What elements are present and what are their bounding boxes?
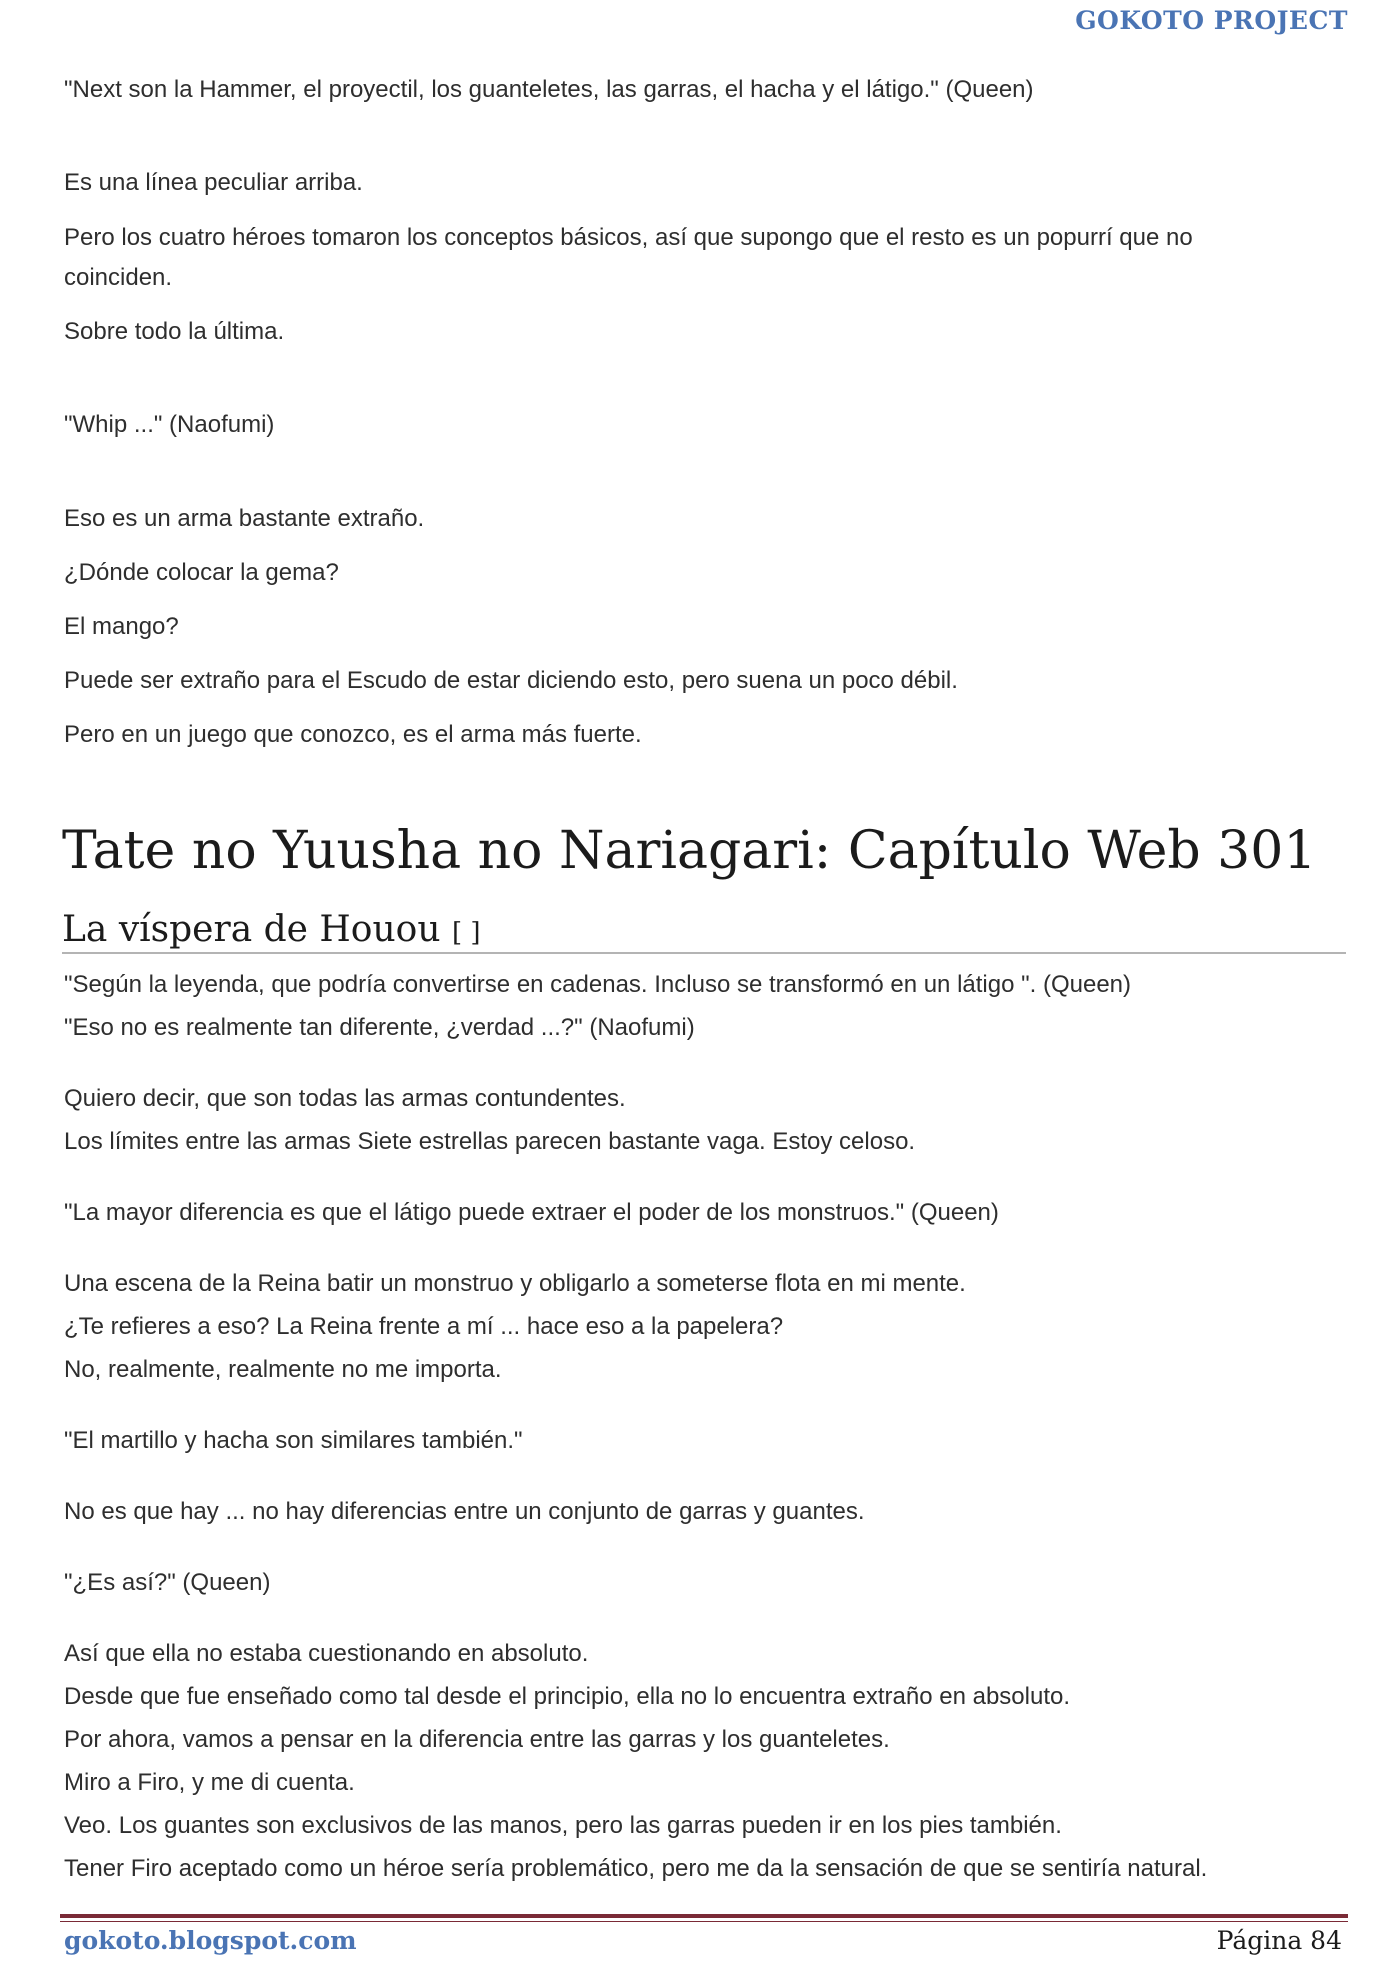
paragraph: Puede ser extraño para el Escudo de estar diciendo esto, pero suena un poco débil.	[64, 667, 958, 694]
paragraph: Miro a Firo, y me di cuenta.	[64, 1769, 355, 1796]
paragraph: "Según la leyenda, que podría convertirse en cadenas. Incluso se transformó en un látigo ". (Queen)	[64, 971, 1132, 998]
paragraph: No es que hay ... no hay diferencias entre un conjunto de garras y guantes.	[64, 1498, 865, 1525]
paragraph: "El martillo y hacha son similares también."	[64, 1427, 523, 1454]
chapter-subtitle	[62, 906, 481, 957]
paragraph: "Eso no es realmente tan diferente, ¿verdad ...?" (Naofumi)	[64, 1014, 695, 1041]
chapter-subtitle-mark: [ ]	[451, 918, 481, 948]
paragraph: El mango?	[64, 613, 179, 640]
footer-divider	[60, 1914, 1348, 1918]
subtitle-divider	[62, 952, 1346, 954]
paragraph: Desde que fue enseñado como tal desde el principio, ella no lo encuentra extraño en absoluto.	[64, 1683, 1071, 1710]
paragraph: Veo. Los guantes son exclusivos de las manos, pero las garras pueden ir en los pies también.	[64, 1812, 1062, 1839]
paragraph: Sobre todo la última.	[64, 318, 285, 345]
paragraph: Eso es un arma bastante extraño.	[64, 505, 425, 532]
page-number: Página 84	[1216, 1926, 1342, 1955]
paragraph: "La mayor diferencia es que el látigo puede extraer el poder de los monstruos." (Queen)	[64, 1199, 999, 1226]
paragraph: Tener Firo aceptado como un héroe sería problemático, pero me da la sensación de que se sentiría natural.	[64, 1855, 1208, 1882]
chapter-subtitle-text: La víspera de Houou	[62, 909, 441, 950]
paragraph: "Next son la Hammer, el proyectil, los guanteletes, las garras, el hacha y el látigo." (Queen)	[64, 76, 1034, 103]
paragraph: "¿Es así?" (Queen)	[64, 1569, 271, 1596]
paragraph: Quiero decir, que son todas las armas contundentes.	[64, 1085, 626, 1112]
paragraph: Pero los cuatro héroes tomaron los conceptos básicos, así que supongo que el resto es un popurrí que no coinciden.	[64, 224, 1193, 291]
paragraph: Una escena de la Reina batir un monstruo y obligarlo a someterse flota en mi mente.	[64, 1270, 966, 1297]
paragraph: ¿Te refieres a eso? La Reina frente a mí ... hace eso a la papelera?	[64, 1313, 784, 1340]
brand-header: GOKOTO PROJECT	[1075, 6, 1348, 35]
paragraph: ¿Dónde colocar la gema?	[64, 559, 339, 586]
paragraph: Es una línea peculiar arriba.	[64, 169, 363, 196]
paragraph: Los límites entre las armas Siete estrellas parecen bastante vaga. Estoy celoso.	[64, 1128, 916, 1155]
paragraph: No, realmente, realmente no me importa.	[64, 1356, 502, 1383]
chapter-title: Tate no Yuusha no Nariagari: Capítulo Web 301	[62, 821, 1317, 881]
footer-divider-thin	[60, 1921, 1348, 1922]
paragraph: Por ahora, vamos a pensar en la diferencia entre las garras y los guanteletes.	[64, 1726, 890, 1753]
paragraph: Pero en un juego que conozco, es el arma más fuerte.	[64, 721, 642, 748]
footer-blog-link[interactable]: gokoto.blogspot.com	[64, 1926, 357, 1955]
paragraph: Así que ella no estaba cuestionando en absoluto.	[64, 1640, 589, 1667]
paragraph: "Whip ..." (Naofumi)	[64, 411, 275, 438]
